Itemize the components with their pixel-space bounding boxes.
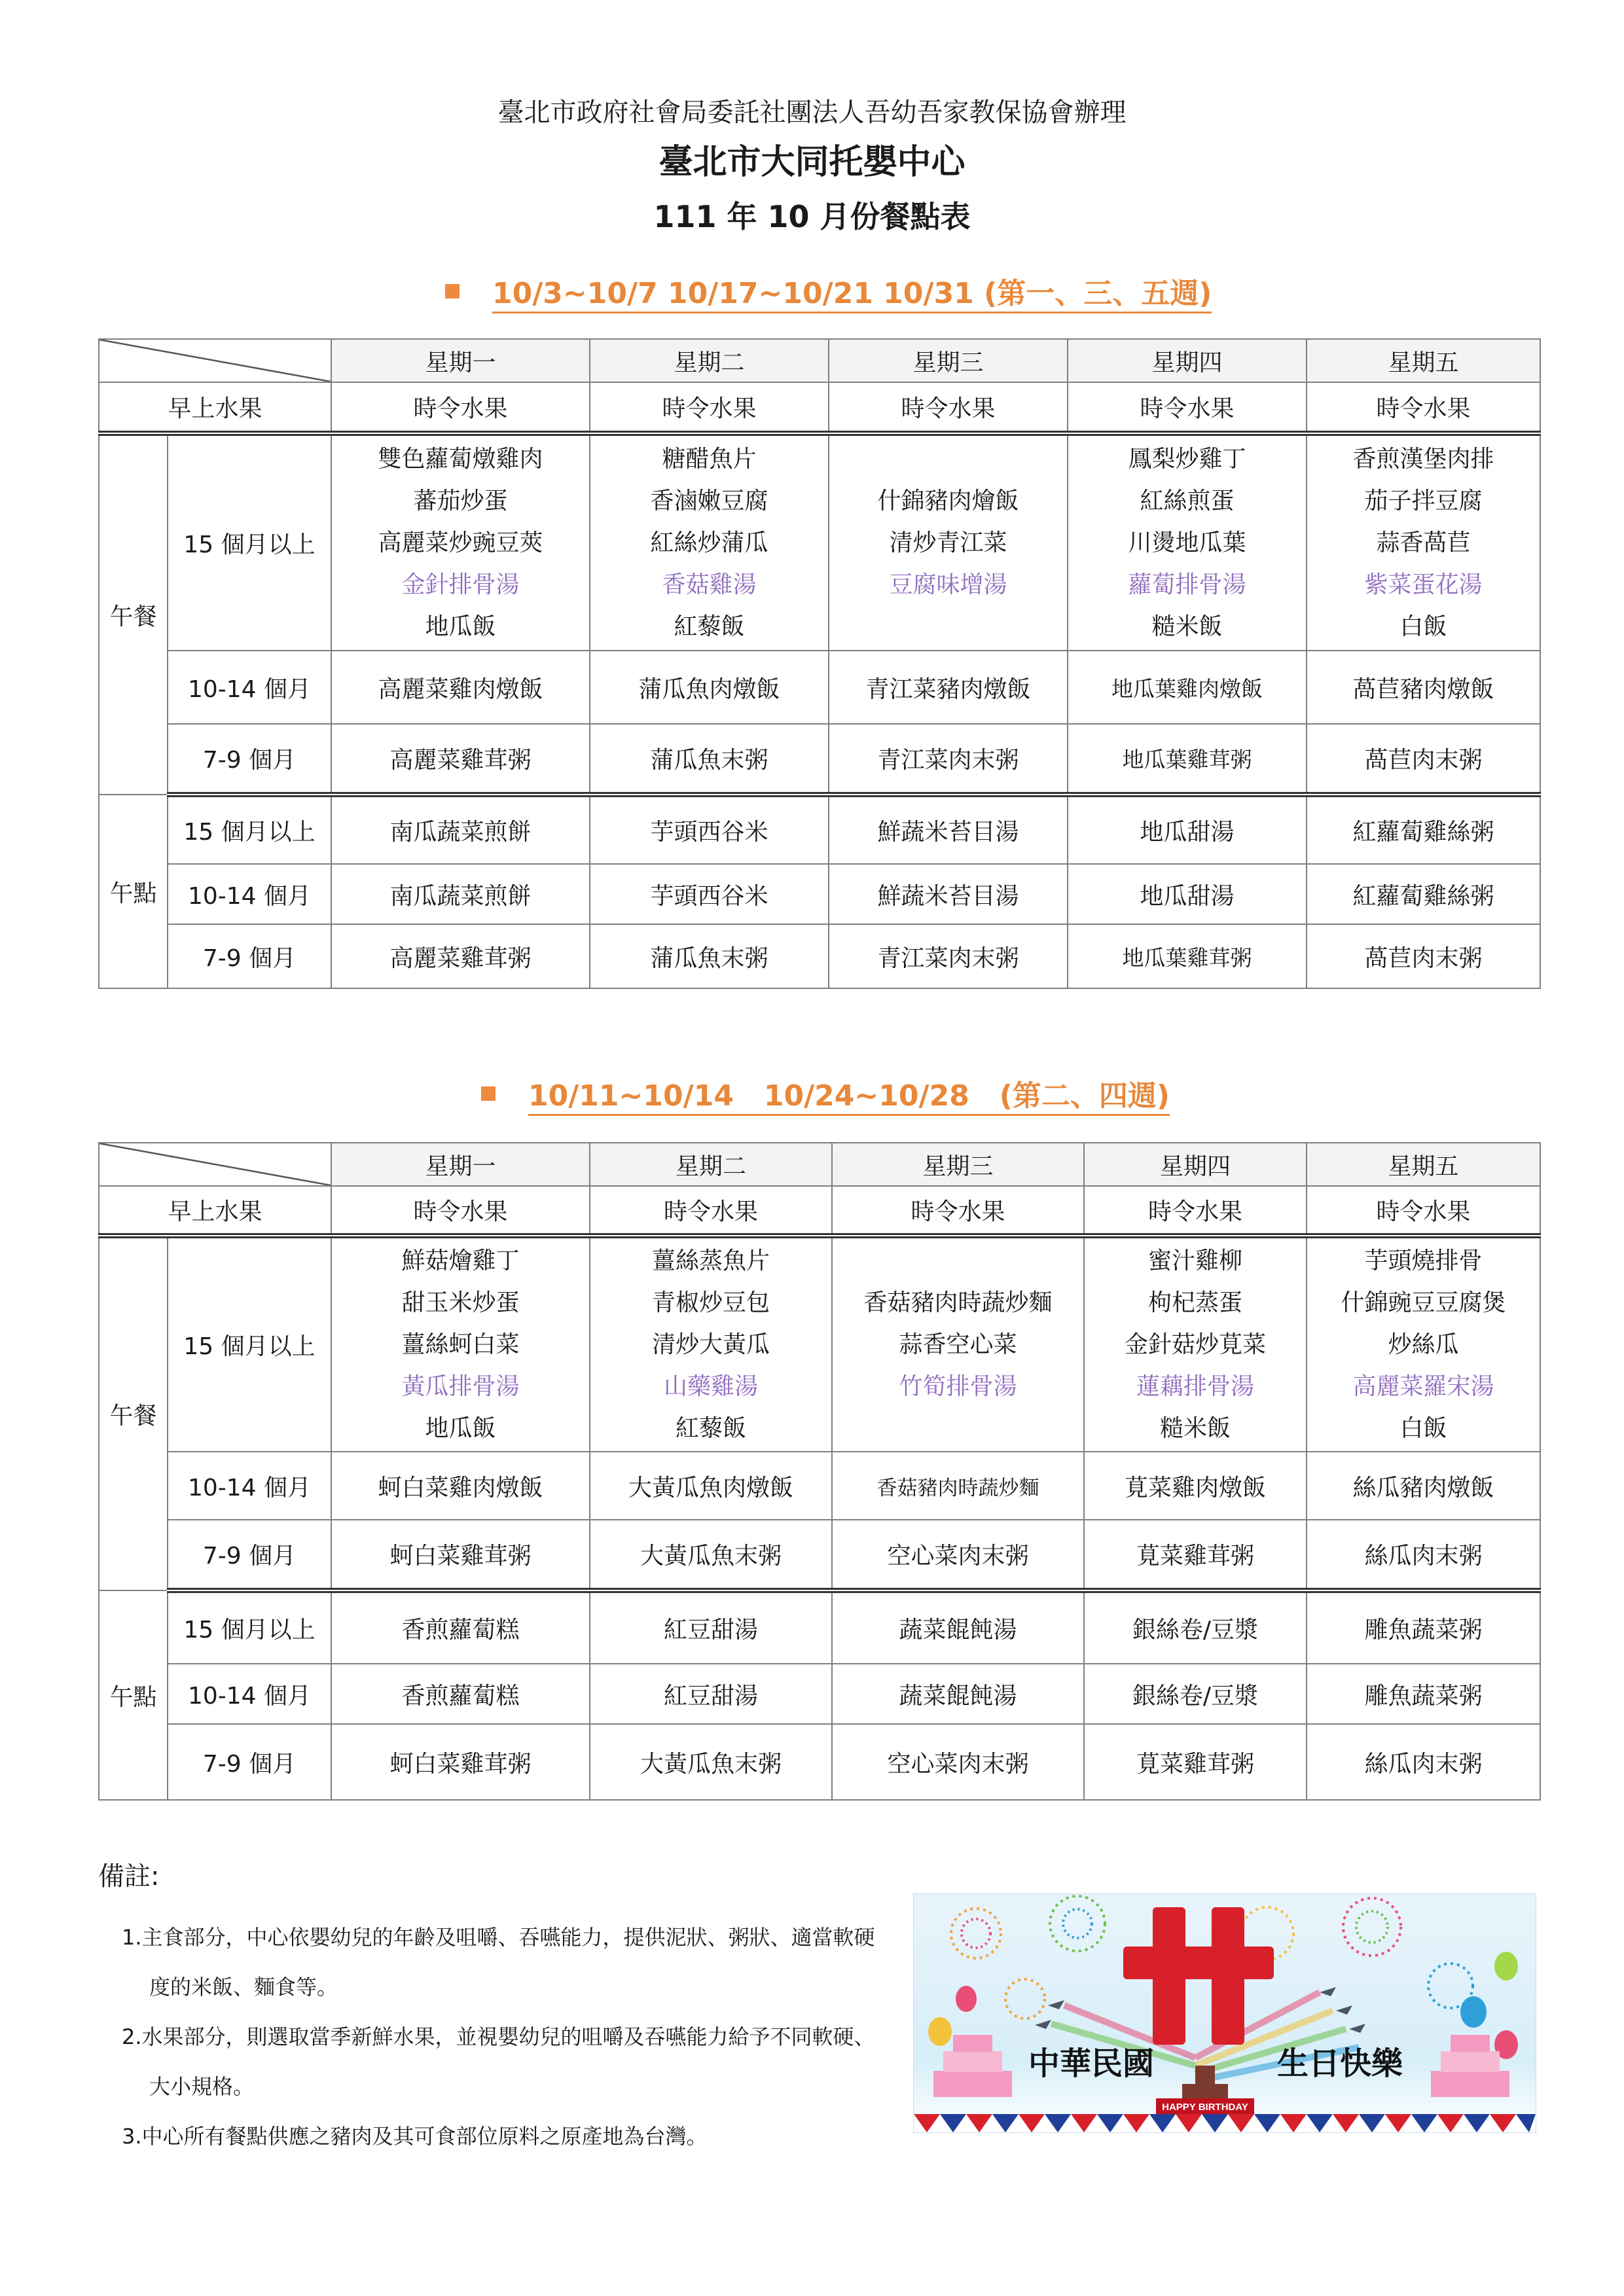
lunch-dishes-thu — [1068, 433, 1307, 651]
week-group-1-heading — [445, 270, 1212, 312]
note-3 — [98, 2111, 875, 2161]
menu-cell: 高麗菜雞肉燉飯 — [331, 651, 590, 724]
day-fri: 星期五 — [1307, 339, 1540, 382]
menu-cell: 莧菜雞茸粥 — [1084, 1520, 1307, 1590]
menu-cell: 鮮蔬米苔目湯 — [829, 795, 1068, 864]
orange-square-bullet-icon — [445, 284, 460, 298]
dish: 甜玉米炒蛋 — [401, 1289, 520, 1316]
double-ten-cross-icon — [1123, 1907, 1274, 2045]
snack-row-15m — [99, 1590, 1540, 1664]
dish: 蒜香萵苣 — [1376, 529, 1471, 556]
notes-title: 備註: — [98, 1861, 160, 1892]
notes-section — [98, 1856, 875, 2161]
staple: 地瓜飯 — [425, 613, 496, 640]
menu-cell: 香煎蘿蔔糕 — [331, 1590, 590, 1664]
presidential-building-icon — [1182, 2066, 1228, 2098]
dish: 薑絲蚵白菜 — [401, 1331, 520, 1358]
dish: 什錦豌豆豆腐煲 — [1341, 1289, 1506, 1316]
day-wed: 星期三 — [829, 339, 1068, 382]
age-label: 10-14 個月 — [168, 651, 331, 724]
staple: 紅藜飯 — [674, 613, 745, 640]
lunch-row-7-9m — [99, 724, 1540, 795]
lunch-label: 午餐 — [99, 433, 168, 795]
corner-cell — [99, 1143, 331, 1186]
dish: 什錦豬肉燴飯 — [877, 487, 1019, 514]
fruit-cell: 時令水果 — [331, 382, 590, 433]
age-label: 10-14 個月 — [168, 1452, 331, 1520]
day-header-row — [99, 339, 1540, 382]
menu-cell: 紅豆甜湯 — [590, 1664, 832, 1724]
menu-cell: 空心菜肉末粥 — [832, 1520, 1084, 1590]
dish: 香煎漢堡肉排 — [1352, 445, 1494, 473]
dish: 蜜汁雞柳 — [1147, 1247, 1242, 1274]
dish: 鳳梨炒雞丁 — [1128, 445, 1246, 473]
soup: 香菇雞湯 — [662, 571, 757, 598]
flag-bunting-icon — [914, 2114, 1536, 2132]
menu-cell: 香菇豬肉時蔬炒麵 — [832, 1452, 1084, 1520]
menu-cell: 高麗菜雞茸粥 — [331, 724, 590, 795]
dish: 川燙地瓜葉 — [1128, 529, 1246, 556]
soup: 金針排骨湯 — [401, 571, 520, 598]
age-label: 15 個月以上 — [168, 795, 331, 864]
snack-row-7-9m — [99, 924, 1540, 988]
note-1-line-2: 度的米飯、麵食等。 — [149, 1975, 338, 2000]
menu-cell: 雕魚蔬菜粥 — [1307, 1664, 1540, 1724]
fruit-row — [99, 1186, 1540, 1236]
day-mon: 星期一 — [331, 1143, 590, 1186]
dish: 炒絲瓜 — [1388, 1331, 1459, 1358]
menu-table-week-2 — [98, 1142, 1541, 1801]
dish: 青椒炒豆包 — [651, 1289, 770, 1316]
soup: 蓮藕排骨湯 — [1136, 1372, 1254, 1400]
lunch-dishes-fri — [1307, 1236, 1540, 1452]
age-label: 7-9 個月 — [168, 1724, 331, 1800]
lunch-dishes-thu — [1084, 1236, 1307, 1452]
snack-row-10-14m — [99, 1664, 1540, 1724]
snack-row-15m — [99, 795, 1540, 864]
snack-row-10-14m — [99, 864, 1540, 924]
dish: 薑絲蒸魚片 — [651, 1247, 770, 1274]
menu-cell: 地瓜葉雞肉燉飯 — [1068, 651, 1307, 724]
soup: 豆腐味增湯 — [889, 571, 1007, 598]
lunch-dishes-mon — [331, 433, 590, 651]
fruit-cell: 時令水果 — [590, 382, 829, 433]
note-2-line-1: 2.水果部分，則選取當季新鮮水果，並視嬰幼兒的咀嚼及吞嚥能力給予不同軟硬、 — [122, 2024, 875, 2049]
banner-illustration — [914, 1894, 1536, 2132]
center-name: 臺北市大同托嬰中心 — [659, 143, 965, 182]
fruit-cell: 時令水果 — [331, 1186, 590, 1236]
banner-ribbon-text: HAPPY BIRTHDAY — [1162, 2102, 1248, 2113]
menu-cell: 青江菜肉末粥 — [829, 924, 1068, 988]
fruit-cell: 時令水果 — [832, 1186, 1084, 1236]
menu-cell: 大黃瓜魚肉燉飯 — [590, 1452, 832, 1520]
day-thu: 星期四 — [1084, 1143, 1307, 1186]
menu-cell: 萵苣肉末粥 — [1307, 724, 1540, 795]
menu-cell: 地瓜葉雞茸粥 — [1068, 924, 1307, 988]
menu-cell: 萵苣豬肉燉飯 — [1307, 651, 1540, 724]
fruit-cell: 時令水果 — [1084, 1186, 1307, 1236]
soup: 山藥雞湯 — [663, 1372, 758, 1400]
note-3-line-1: 3.中心所有餐點供應之豬肉及其可食部位原料之原產地為台灣。 — [122, 2124, 708, 2149]
menu-cell: 芋頭西谷米 — [590, 795, 829, 864]
menu-cell: 銀絲卷/豆漿 — [1084, 1590, 1307, 1664]
dish: 枸杞蒸蛋 — [1147, 1289, 1242, 1316]
menu-cell: 芋頭西谷米 — [590, 864, 829, 924]
age-label: 10-14 個月 — [168, 864, 331, 924]
dish: 紅絲炒蒲瓜 — [650, 529, 768, 556]
menu-cell: 地瓜葉雞茸粥 — [1068, 724, 1307, 795]
day-header-row — [99, 1143, 1540, 1186]
organizer-line: 臺北市政府社會局委託社團法人吾幼吾家教保協會辦理 — [497, 98, 1127, 128]
lunch-row-15m — [99, 433, 1540, 651]
menu-table-week-1 — [98, 338, 1541, 989]
dish: 清炒大黃瓜 — [651, 1331, 770, 1358]
age-label: 7-9 個月 — [168, 1520, 331, 1590]
week-group-2-title: 10/11~10/14 10/24~10/28 (第二、四週) — [528, 1079, 1170, 1116]
note-2 — [98, 2012, 875, 2111]
lunch-row-10-14m — [99, 1452, 1540, 1520]
age-label: 15 個月以上 — [168, 433, 331, 651]
day-thu: 星期四 — [1068, 339, 1307, 382]
day-mon: 星期一 — [331, 339, 590, 382]
fruit-cell: 時令水果 — [1307, 1186, 1540, 1236]
staple: 地瓜飯 — [425, 1414, 496, 1442]
menu-cell: 紅豆甜湯 — [590, 1590, 832, 1664]
lunch-dishes-fri — [1307, 433, 1540, 651]
dish: 鮮菇燴雞丁 — [401, 1247, 520, 1274]
menu-cell: 蔬菜餛飩湯 — [832, 1590, 1084, 1664]
menu-cell: 蚵白菜雞肉燉飯 — [331, 1452, 590, 1520]
staple: 白飯 — [1399, 1414, 1447, 1442]
menu-cell: 紅蘿蔔雞絲粥 — [1307, 864, 1540, 924]
dish: 紅絲煎蛋 — [1140, 487, 1235, 514]
snack-label: 午點 — [99, 1590, 168, 1800]
note-1 — [98, 1912, 875, 2012]
menu-cell: 大黃瓜魚末粥 — [590, 1724, 832, 1800]
day-tue: 星期二 — [590, 1143, 832, 1186]
menu-cell: 地瓜甜湯 — [1068, 795, 1307, 864]
menu-cell: 南瓜蔬菜煎餅 — [331, 864, 590, 924]
menu-cell: 莧菜雞茸粥 — [1084, 1724, 1307, 1800]
menu-cell: 大黃瓜魚末粥 — [590, 1520, 832, 1590]
menu-cell: 蒲瓜魚末粥 — [590, 924, 829, 988]
snack-row-7-9m — [99, 1724, 1540, 1800]
menu-cell: 青江菜肉末粥 — [829, 724, 1068, 795]
lunch-dishes-tue — [590, 433, 829, 651]
menu-cell: 南瓜蔬菜煎餅 — [331, 795, 590, 864]
fruit-label: 早上水果 — [99, 1186, 331, 1236]
dish: 金針菇炒莧菜 — [1124, 1331, 1266, 1358]
dish: 茄子拌豆腐 — [1364, 487, 1483, 514]
soup: 紫菜蛋花湯 — [1364, 571, 1483, 598]
menu-cell: 地瓜甜湯 — [1068, 864, 1307, 924]
national-day-banner — [913, 1893, 1536, 2133]
dish: 蒜香空心菜 — [899, 1331, 1017, 1358]
banner-text-left: 中華民國 — [1028, 2047, 1155, 2081]
menu-cell: 香煎蘿蔔糕 — [331, 1664, 590, 1724]
staple: 糙米飯 — [1159, 1414, 1231, 1442]
age-label: 15 個月以上 — [168, 1590, 331, 1664]
dish: 芋頭燒排骨 — [1364, 1247, 1483, 1274]
menu-cell: 絲瓜肉末粥 — [1307, 1520, 1540, 1590]
soup: 高麗菜羅宋湯 — [1352, 1372, 1494, 1400]
age-label: 10-14 個月 — [168, 1664, 331, 1724]
age-label: 15 個月以上 — [168, 1236, 331, 1452]
menu-cell: 空心菜肉末粥 — [832, 1724, 1084, 1800]
dish: 雙色蘿蔔燉雞肉 — [378, 445, 543, 473]
fruit-cell: 時令水果 — [590, 1186, 832, 1236]
lunch-row-7-9m — [99, 1520, 1540, 1590]
menu-cell: 絲瓜肉末粥 — [1307, 1724, 1540, 1800]
lunch-label: 午餐 — [99, 1236, 168, 1590]
menu-cell: 鮮蔬米苔目湯 — [829, 864, 1068, 924]
soup: 黃瓜排骨湯 — [401, 1372, 520, 1400]
staple: 糙米飯 — [1151, 613, 1223, 640]
menu-cell: 高麗菜雞茸粥 — [331, 924, 590, 988]
orange-square-bullet-icon — [481, 1086, 496, 1101]
menu-cell: 絲瓜豬肉燉飯 — [1307, 1452, 1540, 1520]
day-wed: 星期三 — [832, 1143, 1084, 1186]
dish: 高麗菜炒豌豆莢 — [378, 529, 543, 556]
lunch-row-10-14m — [99, 651, 1540, 724]
menu-title: 111 年 10 月份餐點表 — [653, 199, 971, 234]
note-2-line-2: 大小規格。 — [149, 2074, 255, 2099]
fruit-cell: 時令水果 — [1307, 382, 1540, 433]
staple: 白飯 — [1399, 613, 1447, 640]
snack-label: 午點 — [99, 795, 168, 988]
dish: 糖醋魚片 — [662, 445, 757, 473]
menu-cell: 萵苣肉末粥 — [1307, 924, 1540, 988]
fruit-label: 早上水果 — [99, 382, 331, 433]
menu-cell: 蚵白菜雞茸粥 — [331, 1724, 590, 1800]
note-1-line-1: 1.主食部分，中心依嬰幼兒的年齡及咀嚼、吞嚥能力，提供泥狀、粥狀、適當軟硬 — [122, 1925, 875, 1950]
banner-text-right: 生日快樂 — [1277, 2047, 1403, 2081]
dish: 香滷嫩豆腐 — [650, 487, 768, 514]
menu-cell: 紅蘿蔔雞絲粥 — [1307, 795, 1540, 864]
day-fri: 星期五 — [1307, 1143, 1540, 1186]
menu-cell: 雕魚蔬菜粥 — [1307, 1590, 1540, 1664]
age-label: 7-9 個月 — [168, 924, 331, 988]
lunch-dishes-wed — [829, 433, 1068, 651]
soup: 竹筍排骨湯 — [899, 1372, 1017, 1400]
menu-cell: 莧菜雞肉燉飯 — [1084, 1452, 1307, 1520]
age-label: 7-9 個月 — [168, 724, 331, 795]
day-tue: 星期二 — [590, 339, 829, 382]
menu-cell: 蒲瓜魚末粥 — [590, 724, 829, 795]
staple: 紅藜飯 — [675, 1414, 746, 1442]
week-group-2-heading — [481, 1072, 1170, 1114]
lunch-row-15m — [99, 1236, 1540, 1452]
menu-cell: 蔬菜餛飩湯 — [832, 1664, 1084, 1724]
menu-cell: 青江菜豬肉燉飯 — [829, 651, 1068, 724]
menu-cell: 蒲瓜魚肉燉飯 — [590, 651, 829, 724]
fruit-cell: 時令水果 — [829, 382, 1068, 433]
week-group-1-title: 10/3~10/7 10/17~10/21 10/31 (第一、三、五週) — [492, 277, 1212, 314]
menu-cell: 銀絲卷/豆漿 — [1084, 1664, 1307, 1724]
lunch-dishes-wed — [832, 1236, 1084, 1452]
lunch-dishes-tue — [590, 1236, 832, 1452]
menu-cell: 蚵白菜雞茸粥 — [331, 1520, 590, 1590]
soup: 蘿蔔排骨湯 — [1128, 571, 1246, 598]
lunch-dishes-mon — [331, 1236, 590, 1452]
fruit-cell: 時令水果 — [1068, 382, 1307, 433]
dish: 香菇豬肉時蔬炒麵 — [863, 1289, 1053, 1316]
dish: 清炒青江菜 — [889, 529, 1007, 556]
corner-cell — [99, 339, 331, 382]
dish: 蕃茄炒蛋 — [413, 487, 508, 514]
fruit-row — [99, 382, 1540, 433]
